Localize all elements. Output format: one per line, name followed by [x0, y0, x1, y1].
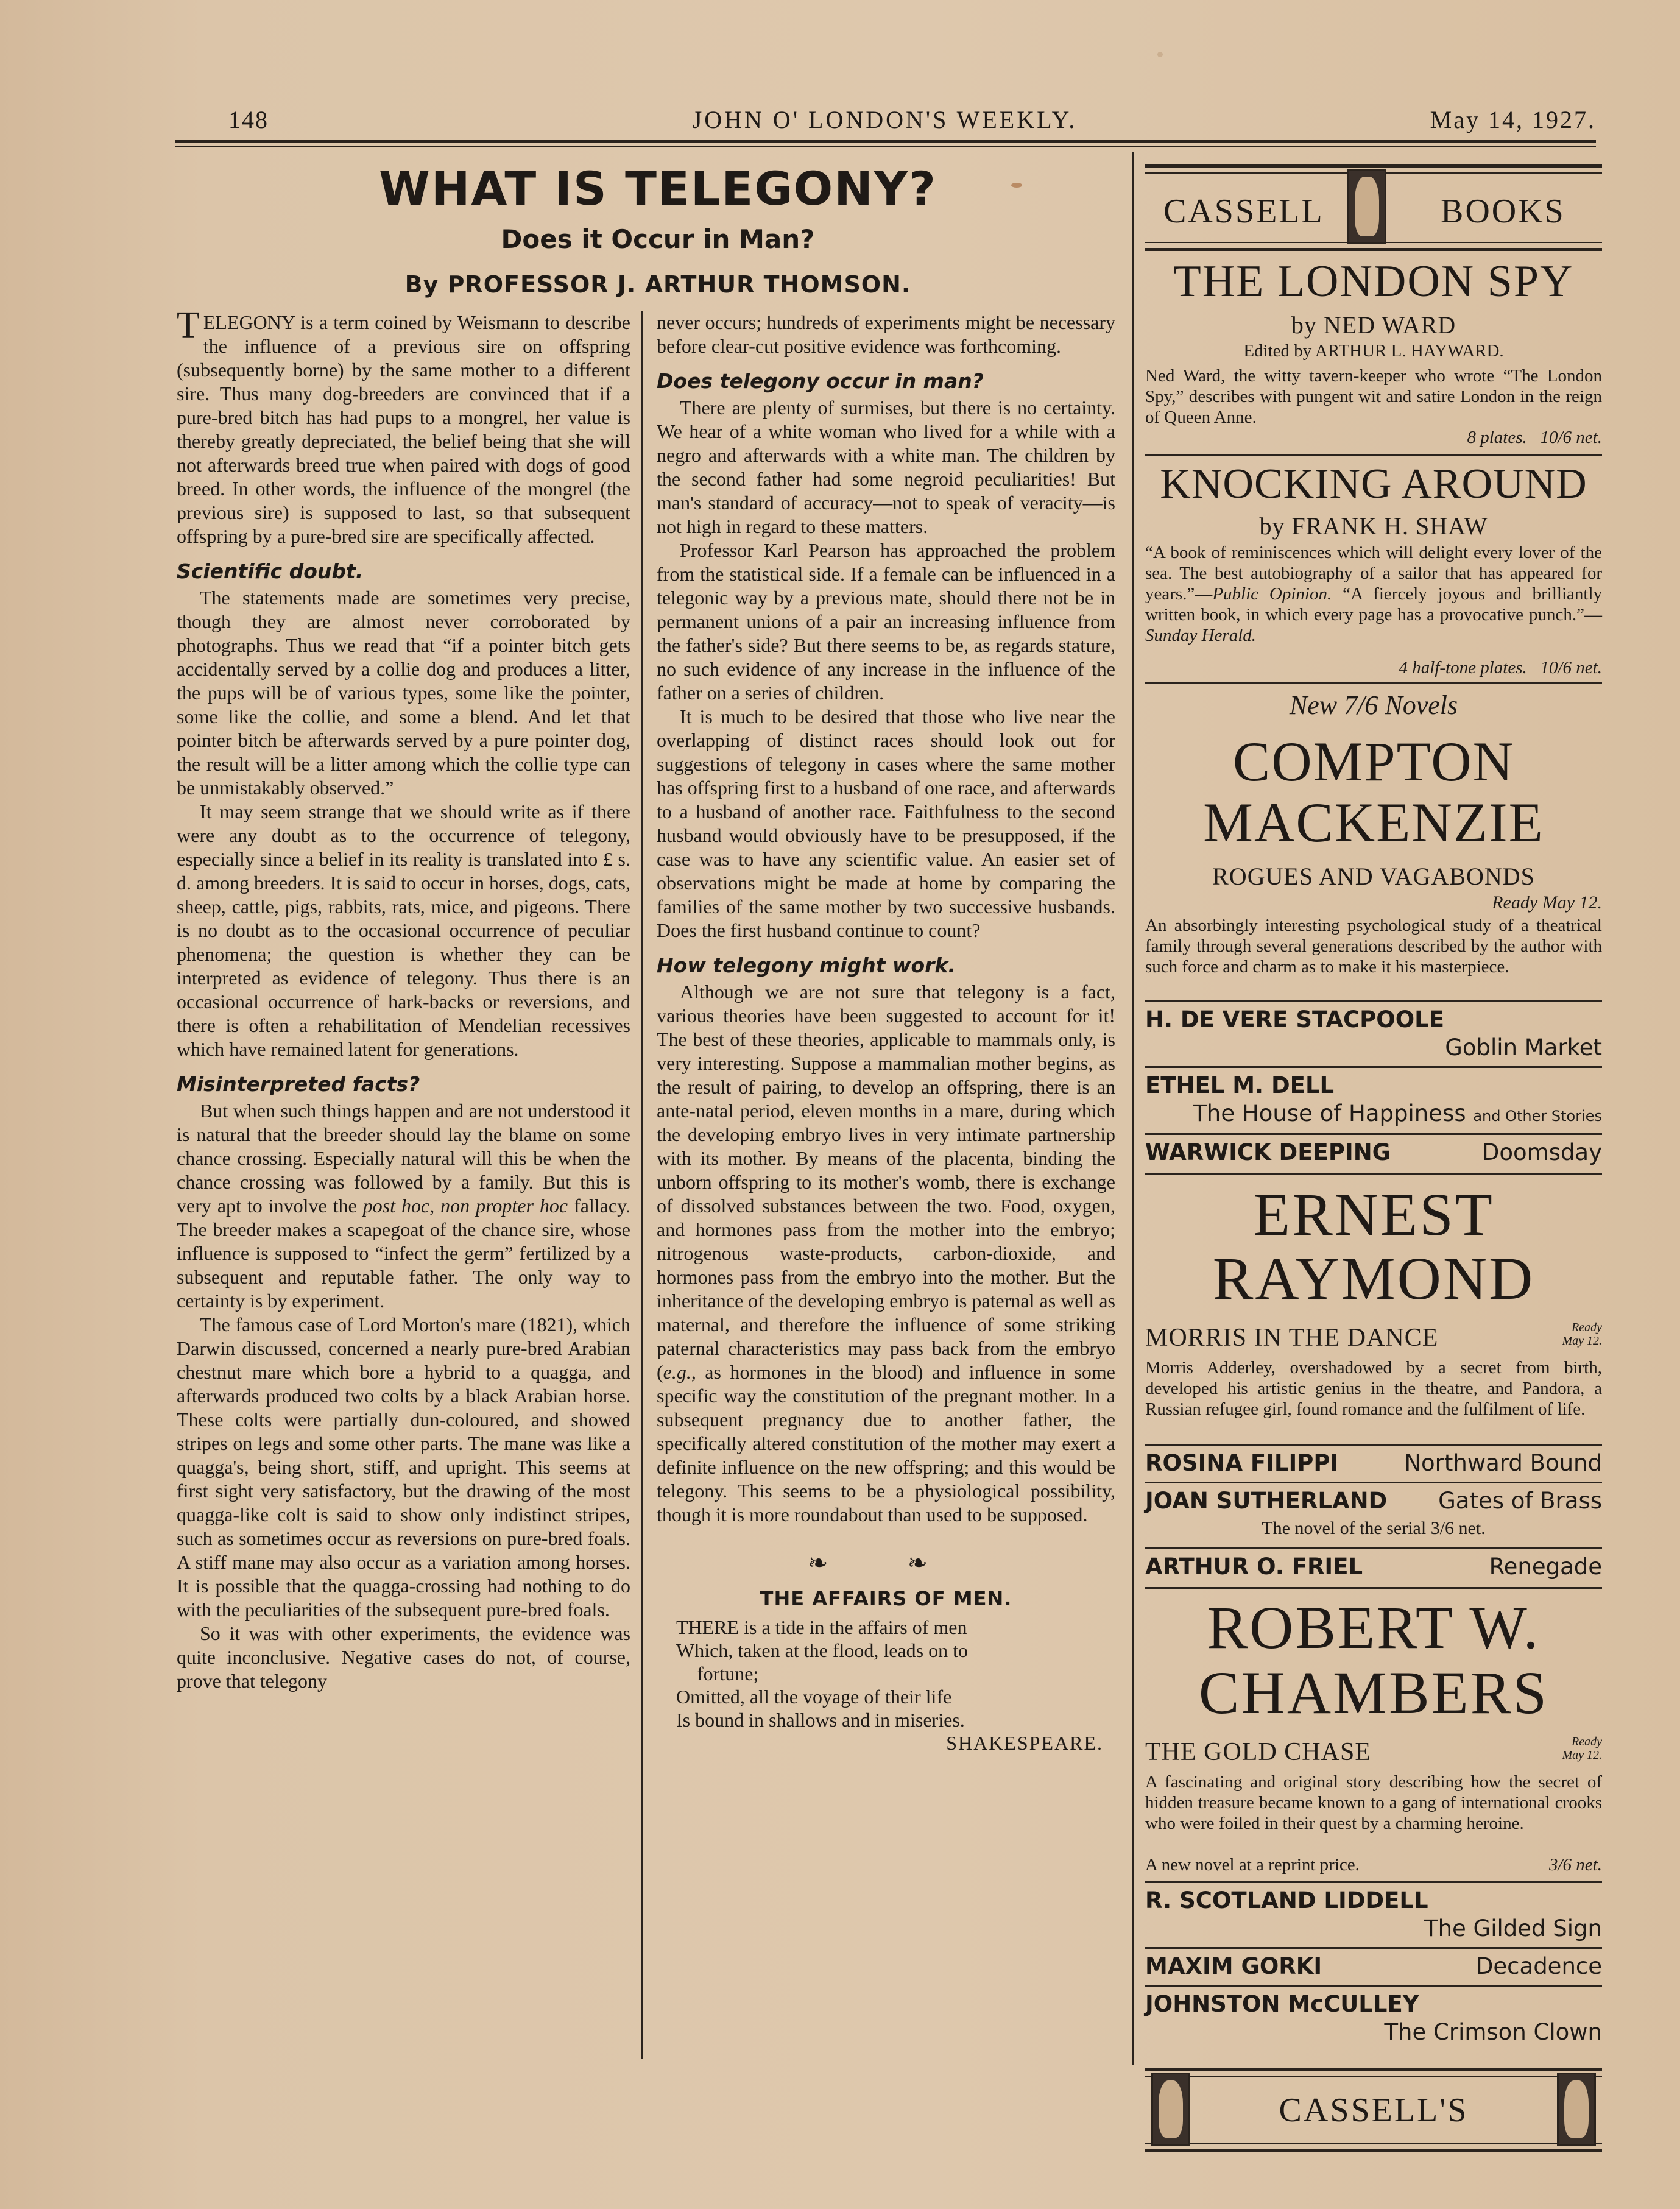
ad-divider [1145, 1881, 1602, 1883]
poem-line: Is bound in shallows and in miseries. [676, 1709, 965, 1731]
paragraph-text: But when such things happen and are not understood it is natural that the breeder should lay the blame on some chance crossing. Especially natural will this be when the chance crossing was followed by a family. But this is very apt to involve the [177, 1100, 630, 1217]
abbreviation: e.g. [663, 1361, 691, 1383]
book-title: Goblin Market [1445, 1034, 1602, 1061]
paragraph: never occurs; hundreds of experiments might be necessary before clear-cut positive evidence was forthcoming. [657, 311, 1115, 357]
book-title: Northward Bound [1404, 1450, 1602, 1476]
poem-title: THE AFFAIRS OF MEN. [760, 1587, 1012, 1610]
book-title: The Gilded Sign [1424, 1915, 1602, 1942]
article-column-2 [657, 311, 1115, 1755]
paragraph [177, 305, 630, 548]
cassell-logo-icon [1557, 2073, 1596, 2146]
book-price-line: A new novel at a reprint price. 3/6 net. [1145, 1855, 1602, 1875]
book-title: Renegade [1489, 1553, 1602, 1580]
section-heading: How telegony might work. [657, 953, 956, 977]
author-name: ARTHUR O. FRIEL [1145, 1553, 1363, 1580]
journal-title: JOHN O' LONDON'S WEEKLY. [692, 106, 1078, 133]
section-heading: New 7/6 Novels [1289, 690, 1458, 720]
fleuron-ornament: ❧ ❧ [807, 1549, 965, 1577]
poem [676, 1616, 1115, 1755]
book-title: The Crimson Clown [1384, 2019, 1602, 2045]
ad-divider [1145, 1173, 1602, 1175]
author-name: ETHEL M. DELL [1145, 1072, 1335, 1098]
ready-date: Ready May 12. [1492, 892, 1602, 913]
paragraph: So it was with other experiments, the evidence was quite inconclusive. Negative cases do not, of course, prove that telegony [177, 1622, 630, 1692]
book-title: ROGUES AND VAGABONDS [1212, 863, 1535, 890]
book-description: Morris Adderley, overshadowed by a secret from birth, developed his artistic genius in the theatre, and Pandora, a Russian refugee girl, found romance and the fulfilment of life. [1145, 1358, 1602, 1419]
page-number: 148 [228, 106, 269, 133]
book-title: Decadence [1475, 1953, 1602, 1979]
section-heading: Does telegony occur in man? [657, 369, 984, 393]
poem-line: Omitted, all the voyage of their life [676, 1686, 952, 1708]
ready-date: Ready May 12. [1562, 1735, 1602, 1762]
paragraph [177, 1099, 630, 1313]
issue-date: May 14, 1927. [1430, 106, 1596, 133]
paragraph-text: fallacy. The breeder makes a scapegoat of the chance sire, whose influence is supposed to “infect the germ” fertilized by a subsequent and reputable father. The only way to certainty is by experiment. [177, 1195, 631, 1312]
author-name: WARWICK DEEPING [1145, 1139, 1391, 1165]
author-name: MAXIM GORKI [1145, 1953, 1322, 1979]
cassell-banner [1145, 164, 1602, 251]
ad-divider [1145, 1947, 1602, 1949]
book-description: Ned Ward, the witty tavern-keeper who wrote “The London Spy,” describes with pungent wit and satire London in the reign of Queen Anne. [1145, 366, 1602, 427]
ad-divider [1145, 1000, 1602, 1002]
cassell-wordmark: CASSELL [1163, 193, 1324, 230]
book-description: An absorbingly interesting psychological study of a theatrical family through several generations described by the author with such force and charm as to make it his masterpiece. [1145, 916, 1602, 977]
book-title: THE GOLD CHASE [1145, 1738, 1371, 1766]
book-author: by NED WARD [1291, 311, 1456, 339]
paragraph-text: Although we are not sure that telegony is a fact, various theories have been suggested to account for it! The best of these theories, applicable to mammals only, is very interesting. Suppose a mammalian mother begins, as the result of pairing, to develop an offspring, there is an ante-natal period, eleven months in a mare, during which the developing embryo lives in very intimate partnership with its mother. By means of the placenta, binding the unborn offspring to its mother's womb, there is exchange of dissolved substances between the two. Food, oxygen, and hormones pass from the mother into the embryo; nitrogenous waste-products, carbon-dioxide, and hormones pass from the embryo into the mother. But the inheritance of the developing embryo is paternal as well as maternal, and therefore the influence of some striking paternal characteristics may pass back from the embryo ( [657, 981, 1115, 1383]
book-title: MORRIS IN THE DANCE [1145, 1324, 1439, 1352]
author-name: MACKENZIE [1203, 791, 1544, 854]
ad-divider [1145, 454, 1602, 456]
article-column-1 [177, 305, 631, 1693]
book-title: Doomsday [1481, 1139, 1602, 1165]
cassell-advertisement [1145, 164, 1603, 2129]
cassell-logo-icon [1347, 169, 1386, 244]
ad-divider [1145, 1066, 1602, 1068]
ad-divider [1145, 1444, 1602, 1446]
latin-phrase: post hoc, non propter hoc [362, 1195, 568, 1217]
ad-divider [1145, 1133, 1602, 1135]
author-name: ERNEST [1253, 1181, 1494, 1248]
author-name: RAYMOND [1212, 1245, 1535, 1312]
book-description: “A book of reminiscences which will delight every lover of the sea. The best autobiography of a sailor that has appeared for years.”—Public Opinion. “A fiercely joyous and brilliantly written book, in which every page has a provocative punch.”—Sunday Herald. [1145, 543, 1603, 645]
ad-divider [1145, 1985, 1602, 1987]
section-heading: Scientific doubt. [177, 559, 364, 583]
paper-speck [1157, 52, 1163, 57]
ad-divider [1145, 1587, 1602, 1589]
poem-line: fortune; [697, 1663, 759, 1684]
book-title: THE LONDON SPY [1173, 256, 1574, 306]
ad-divider [1145, 1482, 1602, 1483]
author-name: CHAMBERS [1198, 1659, 1549, 1727]
paragraph: There are plenty of surmises, but there is no certainty. We hear of a white woman who lived for a while with a negro and afterwards with a white man. The children by the second father had some negroid peculiarities! But man's standard of accuracy—not to speak of veracity—is not high in regard to these matters. [657, 397, 1115, 537]
paragraph: It may seem strange that we should write as if there were any doubt as to the occurrence of telegony, especially since a belief in its reality is translated into £ s. d. among breeders. It is said to occur in horses, dogs, cats, sheep, cattle, pigs, rabbits, rats, mice, and pigeons. There is no doubt as to the occasional occurrence of peculiar phenomena; the question is whether they can be interpreted as evidence of telegony. Thus there is an occasional occurrence of hark-backs or reversions, and there is often a rehabilitation of Mendelian recessives which have remained latent for generations. [177, 801, 630, 1060]
paragraph-text: , as hormones in the blood) and influence in some specific way the constitution of the pregnant mother. In a subsequent pregnancy due to another father, the specifically altered constitution of the mother may exert a definite influence on the new offspring; and this would be telegony. This seems to be a physiological possibility, though it is more roundabout than used to be supposed. [657, 1361, 1115, 1525]
cassells-wordmark: CASSELL'S [1279, 2091, 1469, 2129]
author-name: ROSINA FILIPPI [1145, 1450, 1339, 1476]
book-note: The novel of the serial 3/6 net. [1262, 1518, 1486, 1538]
author-name: H. DE VERE STACPOOLE [1145, 1006, 1445, 1033]
poem-line: Which, taken at the flood, leads on to [676, 1639, 968, 1661]
article-subtitle: Does it Occur in Man? [501, 224, 815, 254]
author-name: ROBERT W. [1207, 1594, 1541, 1661]
ad-divider [1145, 1547, 1602, 1549]
page-header [174, 96, 1596, 133]
book-title: KNOCKING AROUND [1160, 461, 1587, 507]
poem-line: THERE is a tide in the affairs of men [676, 1616, 967, 1638]
book-title: Gates of Brass [1438, 1488, 1602, 1514]
poem-author: SHAKESPEARE. [946, 1732, 1103, 1754]
paragraph [657, 980, 1115, 1527]
header-rule-thin [175, 146, 1596, 147]
ad-divider [1145, 682, 1602, 684]
author-name: JOAN SUTHERLAND [1145, 1488, 1388, 1514]
article-byline: By PROFESSOR J. ARTHUR THOMSON. [404, 271, 911, 298]
paragraph: It is much to be desired that those who live near the overlapping of distinct races should look out for suggestions of telegony in cases where the same mother has offspring first to a husband of one race, and afterwards to a husband of another race. Faithfulness to the second husband would obviously have to be presupposed, if the case was to have any scientific value. An easier set of observations might be made at home by comparing the families of the same mother by two successive husbands. Does the first husband continue to count? [657, 705, 1115, 941]
section-heading: Misinterpreted facts? [177, 1072, 420, 1096]
book-description: A fascinating and original story describing how the secret of hidden treasure became known to a gang of international crooks who were foiled in their quest by a charming heroine. [1145, 1772, 1602, 1833]
book-author: by FRANK H. SHAW [1259, 512, 1488, 540]
books-wordmark: BOOKS [1441, 193, 1565, 230]
paragraph: The famous case of Lord Morton's mare (1821), which Darwin discussed, concerned a nearly pure-bred Arabian chestnut mare which bore a hybrid to a quagga, and afterwards produced two colts by a black Arabian horse. These colts were partially dun-coloured, and showed stripes on legs and some other parts. The mane was like a quagga's, being short, stiff, and upright. This seems at first sight very satisfactory, but the drawing of the most quagga-like colt is said to show only indistinct stripes, such as sometimes occur as reversions on pure-bred foals. A stiff mane may also occur as a variation among horses. It is possible that the quagga-crossing had nothing to do with the peculiarities of the subsequent pure-bred foals. [177, 1313, 630, 1621]
header-rule [175, 140, 1596, 143]
book-price-line: 8 plates. 10/6 net. [1467, 428, 1602, 447]
paragraph: Professor Karl Pearson has approached the problem from the statistical side. If a female can be influenced in a telegonic way by a previous mate, should there not be in permanent unions of a pair an increasing influence from the father's side? But there seems to be, as regards stature, no such evidence of any increase in the influence of the father on a series of children. [657, 539, 1115, 704]
article-title: WHAT IS TELEGONY? [379, 161, 937, 216]
author-name: COMPTON [1232, 730, 1515, 793]
column-rule [641, 311, 643, 2059]
book-price-line: 4 half-tone plates. 10/6 net. [1399, 658, 1602, 677]
author-name: R. SCOTLAND LIDDELL [1145, 1887, 1428, 1914]
book-title: The House of Happiness and Other Stories [1193, 1100, 1602, 1126]
paragraph-text: ELEGONY is a term coined by Weismann to describe the influence of a previous sire on offspring (subsequently borne) by the same mother to a different sire. Thus many dog-breeders are convinced that if a pure-bred bitch has had pups to a mongrel, her value is thereby greatly depreciated, the belief being that she will not afterwards breed true when paired with dogs of good breed. In other words, the influence of the mongrel (the previous sire) is supposed to last, so that subsequent offspring by a pure-bred sire are specifically affected. [177, 311, 630, 547]
cassells-banner [1145, 2068, 1602, 2152]
drop-cap: T [177, 305, 200, 346]
book-editor: Edited by ARTHUR L. HAYWARD. [1243, 341, 1504, 361]
paragraph: The statements made are sometimes very precise, though they are almost never corroborated by photographs. Thus we read that “if a pointer bitch gets accidentally served by a collie dog and produces a litter, the pups will be of various types, some like the pointer, some like the collie, and some a blend. And let that pointer bitch be afterwards served by a pure pointer dog, the result will be a litter among which the collie type can be unmistakably observed.” [177, 587, 630, 799]
column-rule [1132, 152, 1134, 2065]
ready-date: Ready May 12. [1562, 1321, 1602, 1348]
author-name: JOHNSTON McCULLEY [1145, 1991, 1419, 2017]
